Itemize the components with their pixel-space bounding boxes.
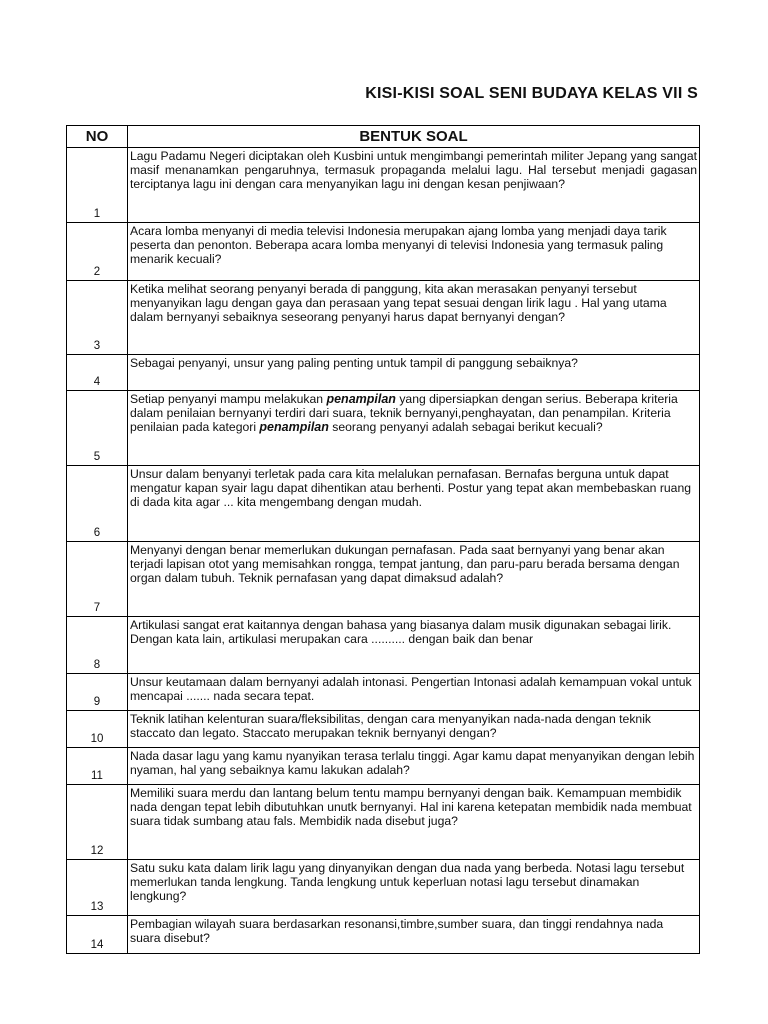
row-number: 7 (67, 542, 128, 617)
table-row (67, 355, 700, 391)
question-table (66, 125, 700, 954)
row-number: 13 (67, 860, 128, 916)
question-text: Ketika melihat seorang penyanyi berada di panggung, kita akan merasakan penyanyi tersebut menyanyikan lagu dengan gaya dan perasaan yang tepat sesuai dengan lirik lagu . Hal yang utama dalam bernyanyi sebaiknya seseorang penyanyi harus dapat bernyanyi dengan? (128, 281, 700, 355)
question-text: Memiliki suara merdu dan lantang belum tentu mampu bernyanyi dengan baik. Kemampuan membidik nada dengan tepat lebih dibutuhkan unutk bernyanyi. Hal ini karena ketepatan membidik nada membuat suara tidak sumbang atau fals. Membidik nada disebut juga? (128, 785, 700, 860)
emphasized-term: penampilan (326, 392, 396, 406)
header-bentuk-soal: BENTUK SOAL (128, 126, 700, 148)
row-number: 10 (67, 711, 128, 748)
table-row (67, 617, 700, 674)
table-row (67, 674, 700, 711)
table-header-row (67, 126, 700, 148)
question-text: Unsur keutamaan dalam bernyanyi adalah intonasi. Pengertian Intonasi adalah kemampuan vokal untuk mencapai ....... nada secara tepat. (128, 674, 700, 711)
table-row (67, 711, 700, 748)
question-text: Teknik latihan kelenturan suara/fleksibilitas, dengan cara menyanyikan nada-nada dengan teknik staccato dan legato. Staccato merupakan teknik bernyanyi dengan? (128, 711, 700, 748)
question-text: Artikulasi sangat erat kaitannya dengan bahasa yang biasanya dalam musik digunakan sebagai lirik. Dengan kata lain, artikulasi merupakan cara .......... dengan baik dan benar (128, 617, 700, 674)
question-text (128, 391, 700, 466)
question-text: Menyanyi dengan benar memerlukan dukungan pernafasan. Pada saat bernyanyi yang benar akan terjadi lapisan otot yang memisahkan rongga, tempat jantung, dan paru-paru berada bersama dengan organ dalam tubuh. Teknik pernafasan yang dapat dimaksud adalah? (128, 542, 700, 617)
table-row (67, 148, 700, 223)
header-no: NO (67, 126, 128, 148)
row-number: 6 (67, 466, 128, 542)
row-number: 8 (67, 617, 128, 674)
document-title: KISI-KISI SOAL SENI BUDAYA KELAS VII S (365, 85, 698, 102)
question-text-part: yang dipersiapkan dengan serius. Beberapa kriteria dalam penilaian bernyanyi terdiri dari suara, teknik bernyanyi,penghayatan, dan penampilan. Kriteria penilaian pada kategori (130, 392, 678, 435)
question-text: Unsur dalam benyanyi terletak pada cara kita melalukan pernafasan. Bernafas berguna untuk dapat mengatur kapan syair lagu dapat dihentikan atau berhenti. Postur yang tepat akan membebaskan ruang di dada kita agar ... kita mengembang dengan mudah. (128, 466, 700, 542)
table-row (67, 281, 700, 355)
table-row (67, 860, 700, 916)
row-number: 9 (67, 674, 128, 711)
table-row (67, 748, 700, 785)
question-text: Sebagai penyanyi, unsur yang paling penting untuk tampil di panggung sebaiknya? (128, 355, 700, 391)
row-number: 1 (67, 148, 128, 223)
row-number: 2 (67, 223, 128, 281)
table-row (67, 223, 700, 281)
question-text: Acara lomba menyanyi di media televisi Indonesia merupakan ajang lomba yang menjadi daya tarik peserta dan penonton. Beberapa acara lomba menyanyi di televisi Indonesia yang termasuk paling menarik kecuali? (128, 223, 700, 281)
row-number: 5 (67, 391, 128, 466)
question-text-part: Setiap penyanyi mampu melakukan (130, 392, 327, 406)
question-text: Lagu Padamu Negeri diciptakan oleh Kusbini untuk mengimbangi pemerintah militer Jepang yang sangat masif menanamkan pengaruhnya, termasuk propaganda melalui lagu. Hal tersebut menjadi gagasan terciptanya lagu ini dengan cara menyanyikan lagu ini dengan kesan penjiwaan? (128, 148, 700, 223)
row-number: 3 (67, 281, 128, 355)
table-row (67, 916, 700, 954)
row-number: 12 (67, 785, 128, 860)
question-text-part: seorang penyanyi adalah sebagai berikut kecuali? (328, 420, 603, 435)
question-text: Nada dasar lagu yang kamu nyanyikan terasa terlalu tinggi. Agar kamu dapat menyanyikan dengan lebih nyaman, hal yang sebaiknya kamu lakukan adalah? (128, 748, 700, 785)
table-row (67, 466, 700, 542)
row-number: 4 (67, 355, 128, 391)
table-row (67, 785, 700, 860)
table-row (67, 391, 700, 466)
emphasized-term: penampilan (259, 420, 329, 435)
row-number: 14 (67, 916, 128, 954)
row-number: 11 (67, 748, 128, 785)
question-text: Satu suku kata dalam lirik lagu yang dinyanyikan dengan dua nada yang berbeda. Notasi lagu tersebut memerlukan tanda lengkung. Tanda lengkung untuk keperluan notasi lagu tersebut dinamakan lengkung? (128, 860, 700, 916)
table-row (67, 542, 700, 617)
question-text: Pembagian wilayah suara berdasarkan resonansi,timbre,sumber suara, dan tinggi rendahnya nada suara disebut? (128, 916, 700, 954)
